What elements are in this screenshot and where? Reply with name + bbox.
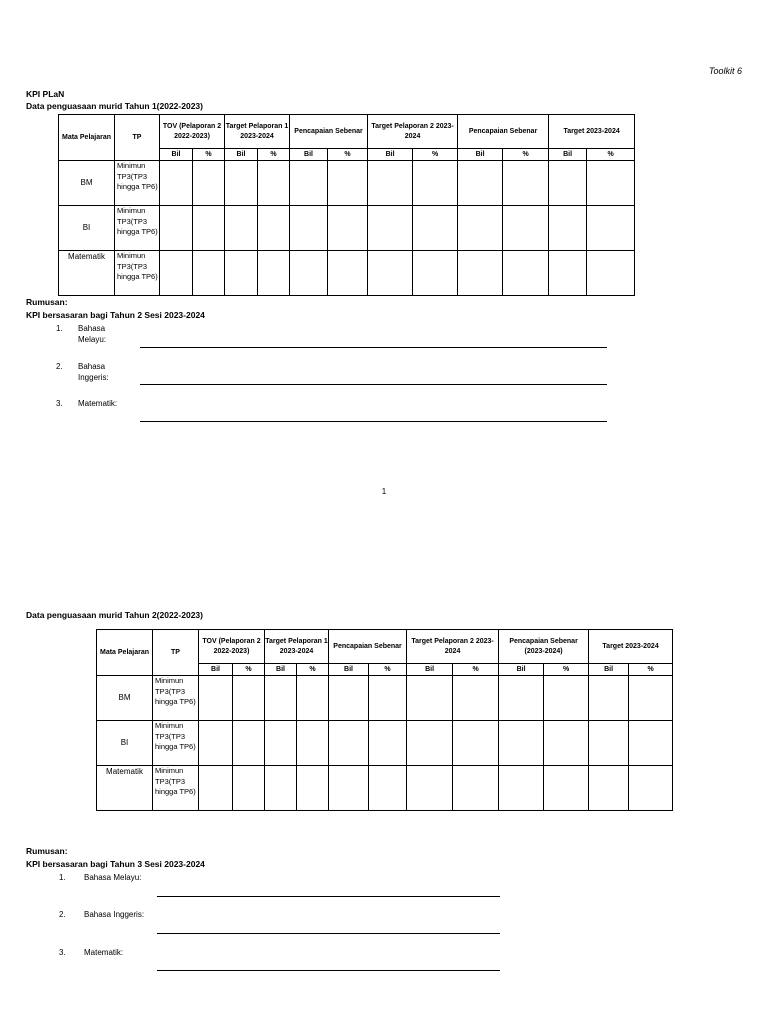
subject-cell: BM bbox=[59, 161, 115, 206]
item-label: Bahasa Melayu: bbox=[78, 324, 107, 344]
data-cell[interactable] bbox=[258, 206, 290, 251]
data-cell[interactable] bbox=[503, 251, 549, 296]
data-cell[interactable] bbox=[413, 251, 458, 296]
data-cell[interactable] bbox=[258, 251, 290, 296]
table-row bbox=[59, 161, 635, 206]
answer-line[interactable] bbox=[157, 933, 500, 934]
answer-line[interactable] bbox=[140, 384, 607, 385]
data-cell[interactable] bbox=[160, 251, 193, 296]
subheader-percent: % bbox=[413, 149, 458, 161]
data-cell[interactable] bbox=[290, 206, 328, 251]
subheader-percent: % bbox=[587, 149, 635, 161]
subheader-percent: % bbox=[453, 664, 499, 676]
header-pencapaian-sebenar-2: Pencapaian Sebenar (2023-2024) bbox=[499, 630, 589, 664]
data-cell[interactable] bbox=[549, 161, 587, 206]
subheader-bil: Bil bbox=[368, 149, 413, 161]
data-cell[interactable] bbox=[589, 766, 629, 811]
table-row bbox=[97, 676, 673, 721]
subheader-bil: Bil bbox=[499, 664, 544, 676]
data-cell[interactable] bbox=[328, 206, 368, 251]
item-label: Bahasa Inggeris: bbox=[84, 910, 145, 919]
subheader-bil: Bil bbox=[199, 664, 233, 676]
data-cell[interactable] bbox=[329, 721, 369, 766]
data-cell[interactable] bbox=[233, 766, 265, 811]
data-cell[interactable] bbox=[297, 676, 329, 721]
subheader-bil: Bil bbox=[160, 149, 193, 161]
header-target-p2: Target Pelaporan 2 2023-2024 bbox=[407, 630, 499, 664]
kpi-title: KPI PLaN bbox=[26, 89, 65, 99]
data-cell[interactable] bbox=[458, 161, 503, 206]
data-cell[interactable] bbox=[329, 676, 369, 721]
item-number: 3. bbox=[56, 399, 63, 408]
header-target-p2: Target Pelaporan 2 2023-2024 bbox=[368, 115, 458, 149]
item-number: 1. bbox=[59, 873, 66, 882]
item-label: Bahasa Melayu: bbox=[84, 873, 142, 882]
data-cell[interactable] bbox=[258, 161, 290, 206]
data-cell[interactable] bbox=[199, 766, 233, 811]
data-cell[interactable] bbox=[453, 766, 499, 811]
header-pencapaian-sebenar: Pencapaian Sebenar bbox=[329, 630, 407, 664]
tp-cell: Minimun TP3(TP3 hingga TP6) bbox=[153, 766, 199, 811]
tp-cell: Minimun TP3(TP3 hingga TP6) bbox=[115, 161, 160, 206]
item-label: Matematik: bbox=[84, 948, 124, 957]
data-cell[interactable] bbox=[265, 676, 297, 721]
data-cell[interactable] bbox=[549, 251, 587, 296]
data-cell[interactable] bbox=[503, 161, 549, 206]
data-cell[interactable] bbox=[328, 251, 368, 296]
data-cell[interactable] bbox=[233, 721, 265, 766]
data-cell[interactable] bbox=[160, 161, 193, 206]
data-cell[interactable] bbox=[413, 161, 458, 206]
section2-title: Data penguasaan murid Tahun 2(2022-2023) bbox=[26, 610, 203, 620]
data-cell[interactable] bbox=[458, 206, 503, 251]
header-tov: TOV (Pelaporan 2 2022-2023) bbox=[199, 630, 265, 664]
data-cell[interactable] bbox=[265, 766, 297, 811]
data-cell[interactable] bbox=[297, 721, 329, 766]
header-tp: TP bbox=[115, 115, 160, 161]
subheader-percent: % bbox=[233, 664, 265, 676]
header-target-p1: Target Pelaporan 1 2023-2024 bbox=[265, 630, 329, 664]
header-tp: TP bbox=[153, 630, 199, 676]
item-number: 1. bbox=[56, 324, 63, 333]
item-number: 2. bbox=[59, 910, 66, 919]
data-cell[interactable] bbox=[160, 206, 193, 251]
data-cell[interactable] bbox=[225, 161, 258, 206]
answer-line[interactable] bbox=[140, 421, 607, 422]
subheader-bil: Bil bbox=[290, 149, 328, 161]
tp-cell: Minimun TP3(TP3 hingga TP6) bbox=[115, 251, 160, 296]
subject-cell: BI bbox=[59, 206, 115, 251]
subject-cell: BI bbox=[97, 721, 153, 766]
kpi-heading: KPI bersasaran bagi Tahun 3 Sesi 2023-2024 bbox=[26, 859, 205, 869]
data-cell[interactable] bbox=[193, 206, 225, 251]
data-cell[interactable] bbox=[549, 206, 587, 251]
data-cell[interactable] bbox=[193, 161, 225, 206]
data-cell[interactable] bbox=[458, 251, 503, 296]
data-cell[interactable] bbox=[629, 721, 673, 766]
data-cell[interactable] bbox=[199, 721, 233, 766]
data-cell[interactable] bbox=[265, 721, 297, 766]
table-row bbox=[97, 766, 673, 811]
tp-cell: Minimun TP3(TP3 hingga TP6) bbox=[153, 676, 199, 721]
table-row bbox=[59, 251, 635, 296]
header-mata-pelajaran: Mata Pelajaran bbox=[97, 630, 153, 676]
subheader-bil: Bil bbox=[407, 664, 453, 676]
data-cell[interactable] bbox=[589, 721, 629, 766]
subheader-percent: % bbox=[193, 149, 225, 161]
subject-cell: BM bbox=[97, 676, 153, 721]
tp-cell: Minimun TP3(TP3 hingga TP6) bbox=[115, 206, 160, 251]
section1-title: Data penguasaan murid Tahun 1(2022-2023) bbox=[26, 101, 203, 111]
data-cell[interactable] bbox=[225, 206, 258, 251]
header-mata-pelajaran: Mata Pelajaran bbox=[59, 115, 115, 161]
subheader-bil: Bil bbox=[458, 149, 503, 161]
subject-cell: Matematik bbox=[59, 251, 115, 296]
subheader-percent: % bbox=[503, 149, 549, 161]
subheader-bil: Bil bbox=[549, 149, 587, 161]
data-cell[interactable] bbox=[544, 721, 589, 766]
data-cell[interactable] bbox=[368, 251, 413, 296]
subject-cell: Matematik bbox=[97, 766, 153, 811]
data-cell[interactable] bbox=[587, 251, 635, 296]
item-number: 3. bbox=[59, 948, 66, 957]
answer-line[interactable] bbox=[140, 347, 607, 348]
subheader-bil: Bil bbox=[265, 664, 297, 676]
data-cell[interactable] bbox=[499, 676, 544, 721]
data-cell[interactable] bbox=[193, 251, 225, 296]
data-cell[interactable] bbox=[368, 206, 413, 251]
answer-line[interactable] bbox=[157, 896, 500, 897]
rumusan-label: Rumusan: bbox=[26, 846, 68, 856]
data-cell[interactable] bbox=[629, 676, 673, 721]
data-cell[interactable] bbox=[328, 161, 368, 206]
data-cell[interactable] bbox=[369, 721, 407, 766]
page-number: 1 bbox=[381, 487, 387, 496]
kpi-heading: KPI bersasaran bagi Tahun 2 Sesi 2023-2024 bbox=[26, 310, 205, 320]
data-cell[interactable] bbox=[453, 721, 499, 766]
subheader-percent: % bbox=[258, 149, 290, 161]
item-number: 2. bbox=[56, 362, 63, 371]
item-label: Bahasa Inggeris: bbox=[78, 362, 109, 382]
subheader-percent: % bbox=[629, 664, 673, 676]
subheader-percent: % bbox=[544, 664, 589, 676]
subheader-percent: % bbox=[328, 149, 368, 161]
tp-cell: Minimun TP3(TP3 hingga TP6) bbox=[153, 721, 199, 766]
subheader-bil: Bil bbox=[225, 149, 258, 161]
header-target-p1: Target Pelaporan 1 2023-2024 bbox=[225, 115, 290, 149]
data-cell[interactable] bbox=[587, 161, 635, 206]
data-cell[interactable] bbox=[499, 721, 544, 766]
item-label: Matematik: bbox=[78, 399, 118, 408]
data-cell[interactable] bbox=[407, 676, 453, 721]
table-row bbox=[97, 721, 673, 766]
data-cell[interactable] bbox=[368, 161, 413, 206]
header-pencapaian-sebenar-2: Pencapaian Sebenar bbox=[458, 115, 549, 149]
data-cell[interactable] bbox=[225, 251, 258, 296]
data-cell[interactable] bbox=[297, 766, 329, 811]
data-cell[interactable] bbox=[503, 206, 549, 251]
data-cell[interactable] bbox=[413, 206, 458, 251]
data-cell[interactable] bbox=[199, 676, 233, 721]
answer-line[interactable] bbox=[157, 970, 500, 971]
data-cell[interactable] bbox=[290, 161, 328, 206]
data-cell[interactable] bbox=[329, 766, 369, 811]
header-tov: TOV (Pelaporan 2 2022-2023) bbox=[160, 115, 225, 149]
header-target-tahunan: Target 2023-2024 bbox=[589, 630, 673, 664]
data-cell[interactable] bbox=[587, 206, 635, 251]
header-target-tahunan: Target 2023-2024 bbox=[549, 115, 635, 149]
data-cell[interactable] bbox=[290, 251, 328, 296]
data-cell[interactable] bbox=[369, 676, 407, 721]
header-pencapaian-sebenar: Pencapaian Sebenar bbox=[290, 115, 368, 149]
data-cell[interactable] bbox=[544, 766, 589, 811]
subheader-percent: % bbox=[369, 664, 407, 676]
kpi-table-tahun1 bbox=[58, 114, 635, 296]
data-cell[interactable] bbox=[407, 721, 453, 766]
toolkit-label: Toolkit 6 bbox=[708, 66, 742, 76]
data-cell[interactable] bbox=[233, 676, 265, 721]
subheader-bil: Bil bbox=[329, 664, 369, 676]
data-cell[interactable] bbox=[453, 676, 499, 721]
kpi-table-tahun2 bbox=[96, 629, 673, 811]
data-cell[interactable] bbox=[369, 766, 407, 811]
data-cell[interactable] bbox=[407, 766, 453, 811]
rumusan-label: Rumusan: bbox=[26, 297, 68, 307]
data-cell[interactable] bbox=[544, 676, 589, 721]
table-row bbox=[59, 206, 635, 251]
data-cell[interactable] bbox=[499, 766, 544, 811]
subheader-percent: % bbox=[297, 664, 329, 676]
data-cell[interactable] bbox=[589, 676, 629, 721]
subheader-bil: Bil bbox=[589, 664, 629, 676]
data-cell[interactable] bbox=[629, 766, 673, 811]
